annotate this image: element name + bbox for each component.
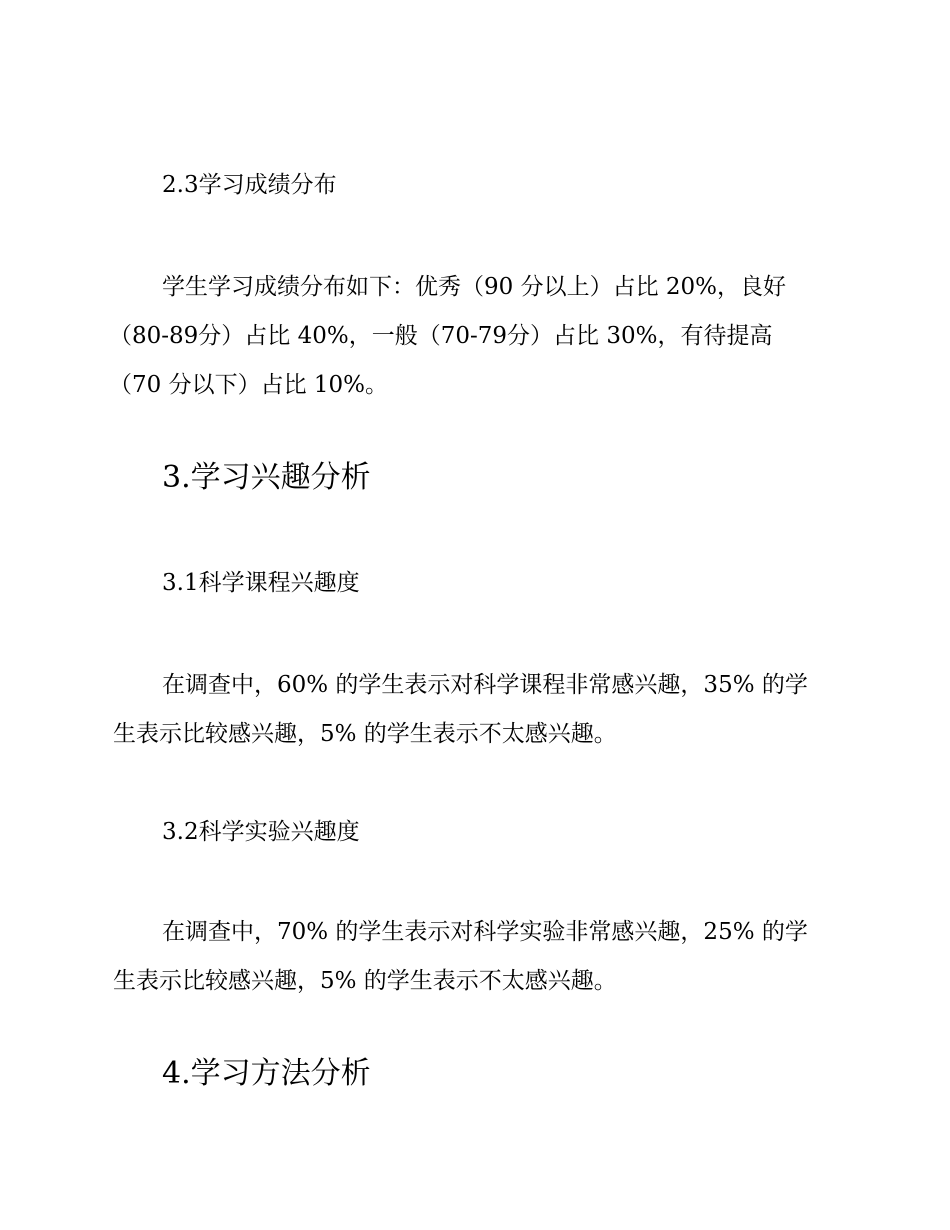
- section-heading-3-1: 3.1科学课程兴趣度: [162, 570, 360, 596]
- section-heading-2-3: 2.3学习成绩分布: [162, 172, 337, 198]
- paragraph-line: 在调查中，70% 的学生表示对科学实验非常感兴趣，25% 的学: [162, 919, 808, 945]
- paragraph-line: 学生学习成绩分布如下：优秀（90 分以上）占比 20%，良好: [162, 274, 787, 300]
- paragraph-line: 在调查中，60% 的学生表示对科学课程非常感兴趣，35% 的学: [162, 672, 808, 698]
- section-heading-3: 3.学习兴趣分析: [162, 460, 371, 495]
- paragraph-experiment-interest: [113, 908, 840, 1006]
- paragraph-line: （80-89分）占比 40%，一般（70-79分）占比 30%，有待提高: [109, 323, 773, 349]
- section-heading-4: 4.学习方法分析: [162, 1056, 371, 1091]
- paragraph-grade-distribution: [109, 263, 840, 410]
- paragraph-line: （70 分以下）占比 10%。: [109, 372, 389, 398]
- paragraph-course-interest: [113, 661, 840, 759]
- paragraph-line: 生表示比较感兴趣，5% 的学生表示不太感兴趣。: [113, 721, 617, 747]
- section-heading-3-2: 3.2科学实验兴趣度: [162, 819, 360, 845]
- paragraph-line: 生表示比较感兴趣，5% 的学生表示不太感兴趣。: [113, 968, 617, 994]
